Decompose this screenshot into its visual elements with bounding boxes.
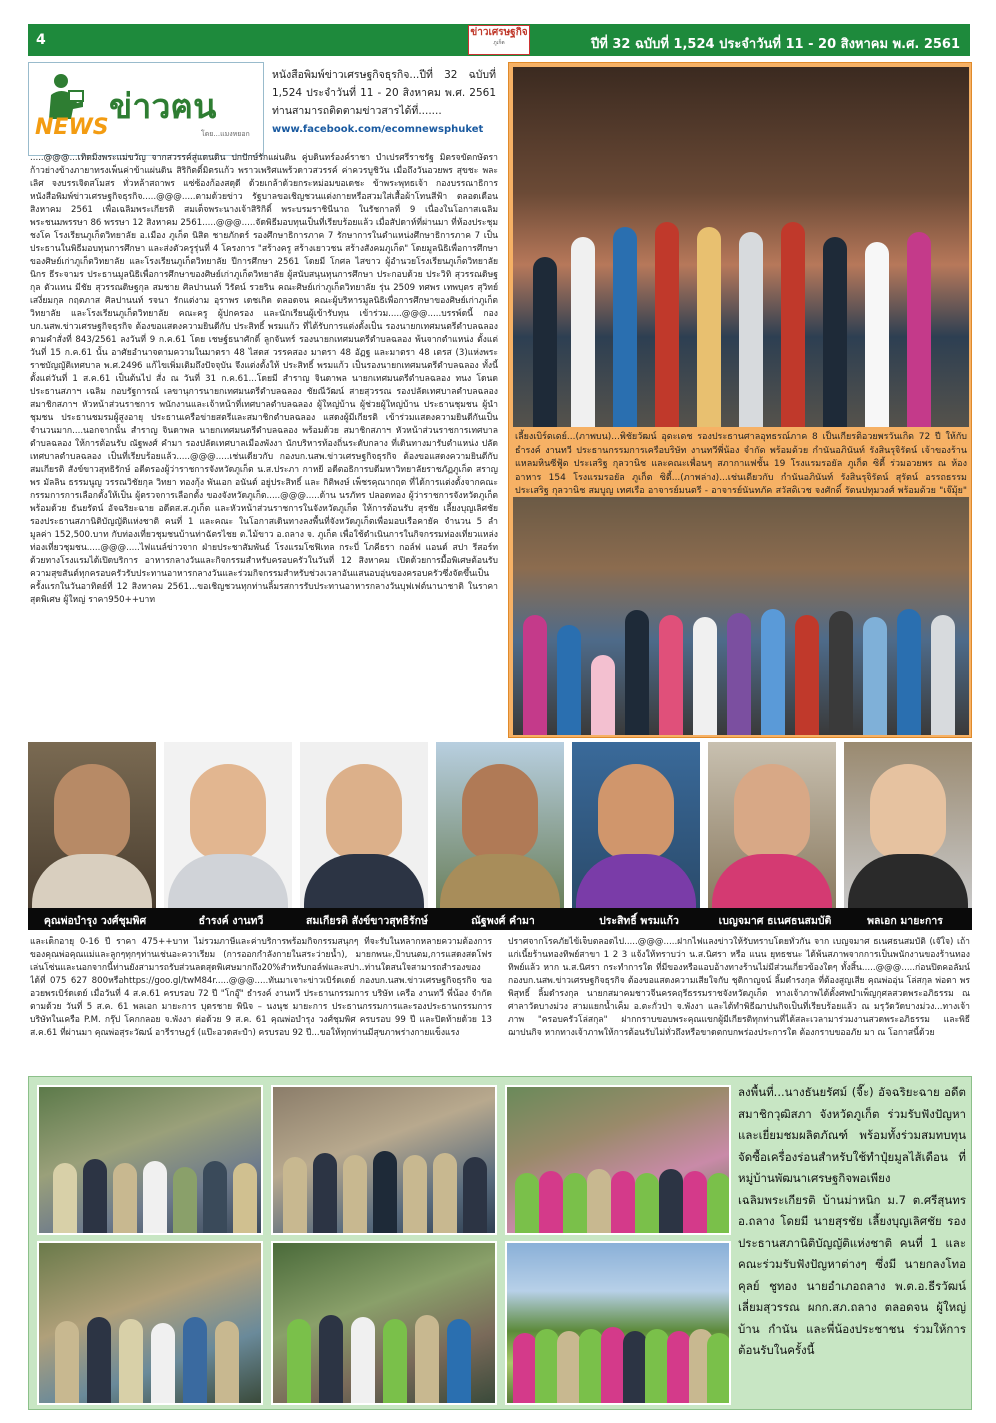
issue-info: ปีที่ 32 ฉบับที่ 1,524 ประจำวันที่ 11 - 20 สิงหาคม พ.ศ. 2561 (591, 37, 960, 52)
column-logo (28, 62, 264, 156)
site-visit-photo (37, 1241, 263, 1405)
portrait-photo (28, 742, 156, 908)
birthday-feature-box (508, 62, 972, 738)
portrait-photo (708, 742, 836, 908)
masthead-logo (468, 25, 530, 55)
column-tagline: โดย...แมงหยอก (201, 130, 250, 138)
portrait-name: เบญจมาศ ธเนศธนสมบัติ (718, 915, 832, 927)
facebook-link[interactable]: www.facebook.com/ecomnewsphuket (272, 124, 484, 135)
news-word: NEWS (35, 115, 109, 140)
site-visit-photo (271, 1085, 497, 1235)
portrait-photo (844, 742, 972, 908)
page-number: 4 (36, 32, 46, 48)
intro-text: หนังสือพิมพ์ข่าวเศรษฐกิจธุรกิจ...ปีที่ 32 ฉบับที่ 1,524 ประจำวันที่ 11 - 20 สิงหาคม พ.ศ. 2561 ท่านสามารถติดตามข่าวสารได้ที่....... (272, 69, 496, 117)
portrait-name: พลเอก มายะการ (867, 915, 943, 927)
site-visit-photo (505, 1085, 731, 1235)
portrait-name: ประสิทธิ์ พรมแก้ว (599, 915, 679, 927)
birthday-caption: เลี้ยงเบิร์ดเดย์...(ภาพบน)...พิชัยวัฒน์ อุดะเดช รองประธานศาลอุทธรณ์ภาค 8 เป็นเกียรติอวยพรวันเกิด 72 ปี ให้กับ ธำรงค์ งานทวี ประธานกรรมการเครือบริษัท งานทวีพี่น้อง จำกัด พร้อมด้วย กำนันอภินันท์ รังสินรุจิรัตน์ เจ้าของร้านแหลมหินซีฟู้ด ประเสริฐ กุลวานิช และคณะเพื่อนๆ สภากาแฟชั้น 19 โรงแรมรอยัล ภูเก็ต ซิตี้ ร่วมอวยพร ณ ห้องอาหาร 154 โรงแรมรอยัล ภูเก็ต ซิตี้...(ภาพล่าง)...เช่นเดียวกับ กำนันอภินันท์ รังสินรุจิรัตน์ สุรัตน์ อรรถธรรม ประเสริฐ กุลวานิช สมบูญ เทศเรือ อาจารย์มนตรี - อาจารย์นันทภัค สวัสดิเวช จงศักดิ์ รัตนปทุมวงศ์ พร้อมด้วย "เจ๊มุ้ย" (515, 432, 967, 496)
portrait-name: สมเกียรติ สังข์ขาวสุทธิรักษ์ (306, 915, 428, 927)
portrait-name: ธำรงค์ งานทวี (198, 915, 264, 927)
lower-left-text: และเด็กอายุ 0-16 ปี ราคา 475++บาท ไม่รวมภาษีและค่าบริการพร้อมกิจกรรมสนุกๆ ที่จะรับในหลากหลายความต้องการ ของคุณพ่อคุณแม่และลูกๆทุกๆท่านเช่นอะควาเรียม (การออกกำลังกายในสระว่ายน้ำ), มายกพนะ,ป้าบนตม,การแสดงสดโฟรเล่นโซ่นและนอกจากนี้ท่านยังสามารถรับส่วนลดสุดพิเศษมากถึง20%สำหรับกอล์ฟและสปา..ท่านใดสนใจสามารถสำรองของได้ที่ 075 627 800หรือhttps://goo.gl/twM84r.....@@@.....ทันมาเจาะข่าวเบิร์ดเดย์ กองบก.นสพ.ข่าวเศรษฐกิจธุรกิจ ขออวยพรเบิร์ดเดย์ เมื่อวันที่ 4 ส.ค.61 ครบรอบ 72 ปี "โกอู๊" ธำรงค์ งานทวี ประธานกรรมการ บริษัท เครือ งานทวี พี่น้อง จำกัด ตามด้วย วันที่ 5 ส.ค. 61 พลเอก มายะการ บุตรชาย พินิจ – นงนุช มายะการ ประธานกรรมการและรองประธานกรรมการ บริษัทในเครือ P.M. กรุ๊ป โคกกลอย จ.พังงา ต่อด้วย 9 ส.ค. 61 คุณพ่อบำรุง วงศ์ชุมพิศ ครบรอบ 99 ปี และปิดท้ายด้วย 13 ส.ค.61 ที่ผ่านมา คุณพ่อสุระวัฒน์ อารีราษฎร์ (แป๊ะอวดสะปำ) ครบรอบ 92 ปี...ขอให้ทุกท่านมีสุขภาพร่างกายแข็งแรง (30, 937, 492, 1038)
portrait-photo (436, 742, 564, 908)
portrait-photo (572, 742, 700, 908)
site-visit-photo (271, 1241, 497, 1405)
column-brand: ข่าวฅน (109, 87, 217, 127)
portrait-name: คุณพ่อบำรุง วงศ์ชุมพิศ (43, 915, 147, 927)
birthday-group-photo-bottom (513, 497, 969, 735)
lower-right-text: ปราศจากโรคภัยไข้เจ็บตลอดไป.....@@@.....ฝากไฟแลงข่าวให้รับทราบโดยทั่วกัน จาก เบญจมาศ ธเนศธนสมบัติ (เจ๊ใจ) เถ้าแก่เนี้ยร้านทองทิพย์สาขา 1 2 3 แจ้งให้ทราบว่า น.ส.นิศรา หรือ แนน ยุทธชนะ ได้พ้นสภาพจากการเป็นพนักงานของร้านทองทิพย์แล้ว หาก น.ส.นิศรา กระทำการใด ที่มีของหรือแอบอ้างทางร้านไม่มีส่วนเกี่ยวข้องใดๆ ทั้งสิ้น.....@@@.....ก่อนปิดคอลัมน์กองบก.นสพ.ข่าวเศรษฐกิจธุรกิจ ต้องขอแสดงความเสียใจกับ ชุติกาญจน์ ลิ้มดำรงกุล ที่ต้องสูญเสีย คุณพ่ออุ่น โล่สกุล พ่อตา พรพิสุทธิ์ ลิ้มดำรงกุล นายกสมาคมชาวจีนครคฤรีธรรมราชจังหวัดภูเก็ต ทางเจ้าภาพได้ตั้งศพบำเพ็ญกุศลสวดพระอภิธรรม ณ ศาลาวัดบางม่วง สามแยกน้ำเค็ม อ.ตะกั่วป่า จ.พังงา และได้ทำพิธีฌาปนกิจเป็นที่เรียบร้อยแล้ว ณ มรุวัดวัดบางม่วง...ทางเจ้าภาพ "ครอบครัวโล่สกุล" ฝากกราบขอบพระคุณแขกผู้มีเกียรติทุกท่านที่ได้สละเวลามาร่วมงานสวดพระอภิธรรม และพิธีฌาปนกิจ หากทางเจ้าภาพให้การต้อนรับไม่ทั่วถึงหรือขาดตกบกพร่องประการใด ต้องกราบขออภัย มา ณ โอกาสนี้ด้วย (508, 937, 970, 1038)
portrait-photo (300, 742, 428, 908)
main-column-text: .....@@@...เทิดมิ่งพระแม่ขวัญ จากสวรรค์สู่แดนดิน ปกปักษ์รักแผ่นดิน คู่บดินทร์องค์ราชา บำเปรศรีราชรัฐ มิตรจขัตกษัตรา ก้าวย่างข้างภายาทรงเพ็นค่าข้าแผ่นดิน สิริกิตติ์มิตรแก้ว พราวเพริศแพร้วดาวสวรรค์ ค่าควรบูชิวัน เมื่อถึงวันอวยพร สุขชะ พละเลิศ จงบรรเจิดสโมสร ทั่วหล้าสถาพร แซ่ซ้องก้องสดุดี ด้วยเกล้าด้วยกระหม่อมขอเดชะ ข้าพระพุทธเจ้า กองบรรณาธิการหนังสือพิมพ์ข่าวเศรษฐกิจธุรกิจ.....@@@.....ตามด้วยข่าว รัฐบาลขอเชิญชวนแต่งกายหรือสวมใส่เสื้อผ้าโทนสีฟ้า ตลอดเดือนสิงหาคม 2561 เพื่อเฉลิมพระเกียรติ สมเด็จพระนางเจ้าสิริกิติ์ พระบรมราชินีนาถ ในรัชกาลที่ 9 เนื่องในโอกาสเฉลิมพระชนมพรรษา 86 พรรษา 12 สิงหาคม 2561.....@@@.....จัดพิธีมอบทุนเป็นที่เรียบร้อยแล้ว เมื่อสัปดาห์ที่ผ่านมา ที่ห้องประชุมชงโค โรงเรียนภูเก็ตวิทยาลัย อ.เมือง ภูเก็ต นิสิต ชายภักดร์ รองศึกษาธิการภาค 7 รักษาการในตำแหน่งศึกษาธิการภาค 7 เป็นประธานในพิธีมอบทุนการศึกษา และส่งตัวครูรุ่นที่ 4 โครงการ "สร้างครู สร้างเยาวชน สร้างสังคมภูเก็ต" โดยมูลนิธิเพื่อการศึกษาของศิษย์เก่าภูเก็ตวิทยาลัย และโรงเรียนภูเก็ตวิทยาลัย ปีการศึกษา 2561 โดยมี โกศล ไสขาว ผู้อำนวยโรงเรียนภูเก็ตวิทยาลัย นิกร ธีระจามร ประธานมูลนิธิเพื่อการศึกษาของศิษย์เก่าภูเก็ตวิทยาลัย ผู้สนับสนุนทุนการศึกษา ประกอบด้วย ประวิทิ สุวรรณดิษฐกุล ตัวแทน มีชัย สุวรรณดิษฐกุล สมชาย ศิลปานนท์ วิรัตน์ รวยริน คณะศิษย์เก่าภูเก็ตวิทยาลัย รุ่น 2509 ทศพร เทพบุตร สุวิทย์ เสงี่ยมกุล กฤตภาส ศิลปานนท์ รจนา รักแต่งาม อุราพร เดชเกิด ตลอดจน คณะผู้บริหารมูลนิธิเพื่อการศึกษาของศิษย์เก่าภูเก็ตวิทยาลัย และโรงเรียนภูเก็ตวิทยาลัย คณะครู ผู้ปกครอง และนักเรียนผู้เข้ารับทุน เข้าร่วม.....@@@.....บรรพ์ดนี้ กองบก.นสพ.ข่าวเศรษฐกิจธุรกิจ ต้องขอแสดงความยินดีกับ ประสิทธิ์ พรมแก้ว ที่ได้รับการแต่งตั้งเป็น รองนายกเทศมนตรีตำบลฉลอง ตามคำสั่งที่ 843/2561 ลงวันที่ 9 ก.ค.61 โดย เชษฐ์ธนาศักดิ์ ลูกจันทร์ รองนายกเทศมนตรีตำบลฉลอง พ้นจากตำแหน่ง ตั้งแต่วันที่ 15 ก.ค.61 นั้น อาศัยอำนาจตามความในมาตรา 48 ไสตส วรรคสอง มาตรา 48 อัฏฐ และมาตรา 48 เตรส (3)แห่งพระราชบัญญัติเทศบาล พ.ศ.2496 แก้ไขเพิ่มเติมถึงปัจจุบัน จึงแต่งตั้งให้ ประสิทธิ์ พรมแก้ว เป็นรองนายกเทศมนตรีตำบลฉลอง ทั้งนี้ตั้งแต่วันที่ 1 ส.ค.61 เป็นต้นไป สั่ง ณ วันที่ 31 ก.ค.61...โดยมี สำราญ จินดาพล นายกเทศมนตรีตำบลฉลอง ทนง โดนด ประธานสภาฯ เฉลิม กอบรัฐการณ์ เลขานุการนายกเทศมนตรีตำบลฉลอง ชัยณีวัฒน์ สายสุวรรณ รองปลัดเทศบาลตำบลฉลอง สมาชิกสภาฯ หัวหน้าส่วนราชการ พนักงานและเจ้าหน้าที่เทศบาลตำบลฉลอง ผู้ใหญ่บ้าน ผู้ช่วยผู้ใหญ่บ้าน ประธานชุมชน ผู้นำชุมชน ประธานชมรมผู้สูงอายุ ประธานเครือข่ายสตรีและสมาชิกตำบลฉลอง แสดงผู้มีเกียรติ เข้าร่วมแสดงความยินดีกันเป็นจำนวนมาก....นอกจากนั้น สำราญ จินดาพล นายกเทศมนตรีตำบลฉลอง พร้อมด้วย สมาชิกสภาฯ หัวหน้าส่วนราชการเทศบาลตำบลฉลอง ให้การต้อนรับ ณัฐพงศ์ คำมา รองปลัดเทศบาลเมืองพังงา นักบริหารท้องถิ่นระดับกลาง ที่เดินทางมารับตำแหน่ง ปลัดเทศบาลตำบลฉลอง เป็นที่เรียบร้อยแล้ว.....@@@.....เช่นเดียวกับ กองบก.นสพ.ข่าวเศรษฐกิจธุรกิจ ต้องขอแสดงความยินดีกับ สมเกียรติ สังข์ขาวสุทธิรักษ์ อดีตรองผู้ว่าราชการจังหวัดภูเก็ต น.ส.ประภา กาหยี อดีตอธิการบดีมหาวิทยาลัยราชภัฏภูเก็ต สราญพร มัลลิน ธรรมนูญ วรรณวิชัยกุล วิทยา ทองกุ้ง พันเอก อนันต์ อยู่ประสิทธิ์ และ กิติพงษ์ เพ็ชรคุณากฤต ที่ได้การแต่งตั้งจากคณะกรรมการการเลือกตั้งให้เป็น ผู้ตรวจการเลือกตั้ง ของจังหวัดภูเก็ต.....@@@.....ด้าน นรภัทร ปลอดทอง ผู้ว่าราชการจังหวัดภูเก็ต พร้อมด้วย ธันยรัตน์ อัจฉริยะฉาย อดีตส.ส.ภูเก็ต และหัวหน้าส่วนราชการในจังหวัดภูเก็ต ให้การต้อนรับ สุรชัย เลี้ยงบุญเลิศชัย รองประธานสภานิติบัญญัติแห่งชาติ คนที่ 1 และคณะ ในโอกาสเดินทางลงพื้นที่จังหวัดภูเก็ตเพื่อมอบเรือคายัค จำนวน 5 ลำ มูลค่า 152,500.บาท กับท่องเที่ยวชุมชนบ้านท่าฉัตรไชย ต.ไม้ขาว อ.ถลาง จ. ภูเก็ต เพื่อใช้ดำเนินการในกิจกรรมท่องเที่ยวแหล่งท่องเที่ยวชุมชน.....@@@.....ไฟแนล์ข่าวจาก ฝ่ายประชาสัมพันธ์ โรงแรมโซฟิเทล กระบี่ โภคีธรา กอล์ฟ แอนด์ สปา รีสอร์ท ด้วยทางโรงแรมได้เปิดบริการ อาหารกลางวันและกิจกรรมสำหรับครอบครัวในวันที่ 12 สิงหาคม เปิดด้วยการมื้อพิเศษต้อนรับความสุขสันต์ทุกครอบครัวรับประทานอาหารกลางวันและร่วมกิจกรรมสำหรับช่วงเวลาอันแสนอบอุ่นของครอบครัวซึ่งจัดขึ้นเป็นครั้งแรกในวันอาทิตย์ที่ 12 สิงหาคม 2561...ขอเชิญชวนทุกท่านลิ้มรสการรับประทานอาหารกลางวันบุฟเฟต์นานาชาติ ในราคาสุดพิเศษ ผู้ใหญ่ ราคา950++บาท (30, 153, 498, 605)
site-visit-caption: ลงพื้นที่...นางธันยรัศม์ (จี๊ะ) อัจฉริยะฉาย อดีตสมาชิกวุฒิสภา จังหวัดภูเก็ต ร่วมรับฟังปัญหาและเยี่ยมชมผลิตภัณฑ์ พร้อมทั้งร่วมสมทบทุนจัดซื้อเครื่องร่อนสำหรับใช้ทำปุ๋ยมูลไส้เดือน ที่หมู่บ้านพัฒนาเศรษฐกิจพอเพียงเฉลิมพระเกียรติ บ้านม่าหนิก ม.7 ต.ศรีสุนทร อ.ถลาง โดยมี นายสุรชัย เลี้ยงบุญเลิศชัย รองประธานสภานิติบัญญัติแห่งชาติ คนที่ 1 และคณะร่วมรับฟังปัญหาต่างๆ ซึ่งมี นายกลงโทอคุลย์ ชูทอง นายอำเภอถลาง พ.ต.อ.ธีรวัฒน์ เลี่ยมสุวรรณ ผกก.สภ.ถลาง ตลอดจน ผู้ใหญ่บ้าน กำนัน และพี่น้องประชาชน ร่วมให้การต้อนรับในครั้งนี้ (738, 1085, 966, 1357)
masthead-title: ข่าวเศรษฐกิจ (470, 27, 528, 38)
site-visit-photo (37, 1085, 263, 1235)
portrait-name: ณัฐพงศ์ คำมา (471, 915, 535, 927)
portrait-strip (28, 742, 972, 928)
birthday-group-photo-top (513, 67, 969, 427)
portrait-photo (164, 742, 292, 908)
masthead-subtitle: ภูเก็ต (493, 40, 505, 46)
reader-figure-icon (43, 73, 85, 119)
site-visit-photo (505, 1241, 731, 1405)
